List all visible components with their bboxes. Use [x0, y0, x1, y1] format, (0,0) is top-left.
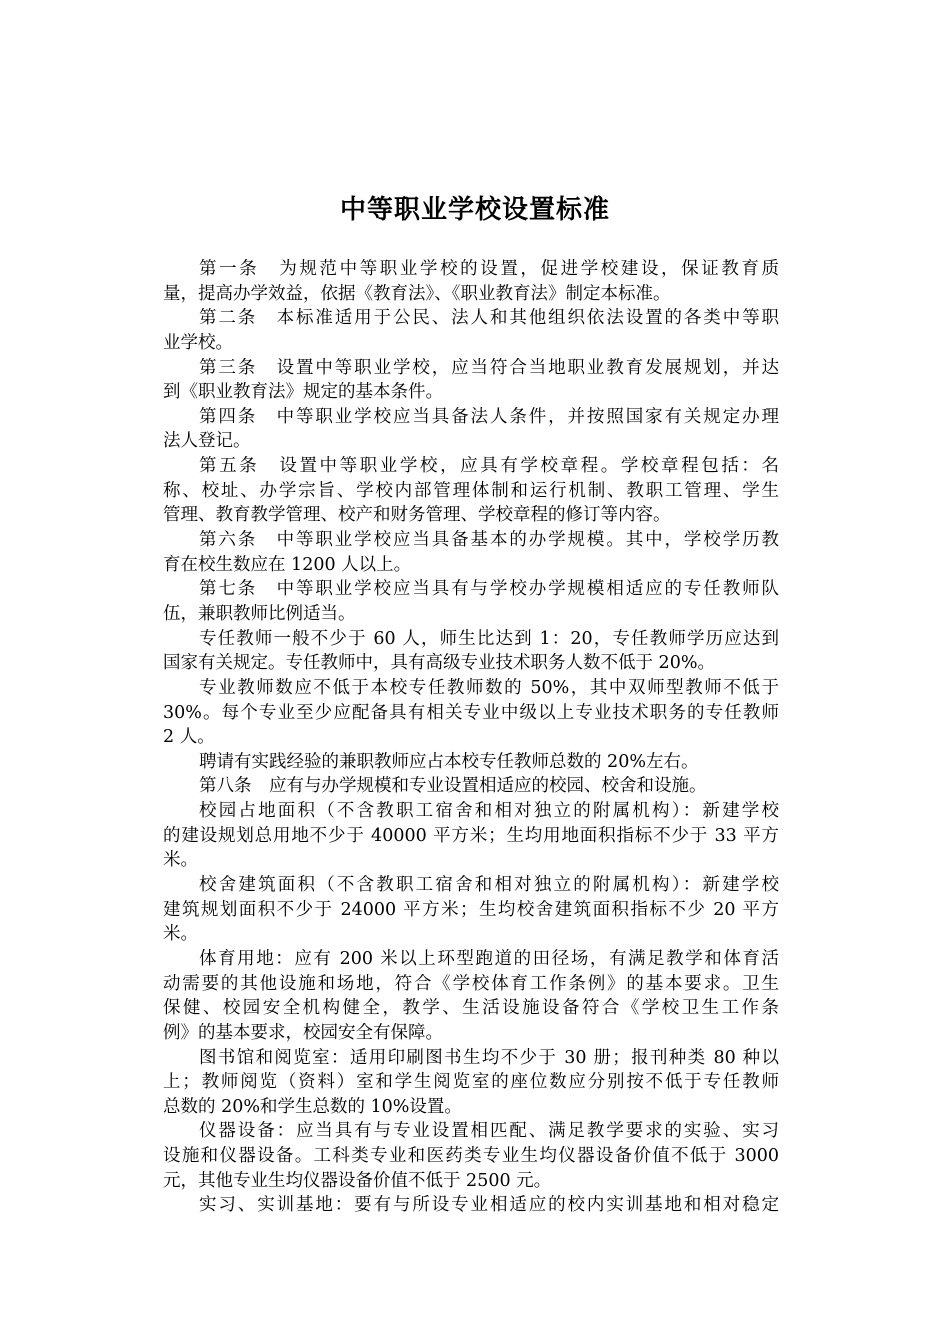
body-line: 的建设规划总用地不少于 40000 平方米；生均用地面积指标不少于 33 平方	[163, 825, 779, 846]
body-line: 仪器设备：应当具有与专业设置相匹配、满足教学要求的实验、实习	[199, 1121, 779, 1142]
body-line: 米。	[163, 850, 198, 871]
body-line: 到《职业教育法》规定的基本条件。	[163, 382, 443, 403]
body-line: 第五条 设置中等职业学校，应具有学校章程。学校章程包括：名	[199, 456, 779, 477]
body-line: 建筑规划面积不少于 24000 平方米；生均校舍建筑面积指标不少 20 平方	[163, 899, 779, 920]
body-line: 动需要的其他设施和场地，符合《学校体育工作条例》的基本要求。卫生	[163, 973, 779, 994]
body-line: 聘请有实践经验的兼职教师应占本校专任教师总数的 20%左右。	[199, 751, 699, 772]
body-line: 第一条 为规范中等职业学校的设置，促进学校建设，保证教育质	[199, 259, 779, 279]
body-line: 第六条 中等职业学校应当具备基本的办学规模。其中，学校学历教	[199, 530, 779, 551]
body-line: 图书馆和阅览室：适用印刷图书生均不少于 30 册；报刊种类 80 种以	[199, 1047, 779, 1068]
body-line: 法人登记。	[163, 431, 251, 452]
body-line: 总数的 20%和学生总数的 10%设置。	[163, 1096, 462, 1117]
body-line: 设施和仪器设备。工科类专业和医药类专业生均仪器设备价值不低于 3000	[163, 1146, 779, 1167]
body-line: 30%。每个专业至少应配备具有相关专业中级以上专业技术职务的专任教师	[163, 702, 779, 723]
body-line: 校舍建筑面积（不含教职工宿舍和相对独立的附属机构）：新建学校	[199, 875, 779, 896]
body-line: 上；教师阅览（资料）室和学生阅览室的座位数应分别按不低于专任教师	[163, 1072, 779, 1093]
document-title: 中等职业学校设置标准	[339, 195, 610, 225]
body-line: 第七条 中等职业学校应当具有与学校办学规模相适应的专任教师队	[199, 579, 779, 600]
body-line: 育在校生数应在 1200 人以上。	[163, 554, 412, 575]
body-line: 米。	[163, 924, 198, 945]
body-line: 元，其他专业生均仪器设备价值不低于 2500 元。	[163, 1170, 552, 1191]
body-line: 专任教师一般不少于 60 人，师生比达到 1：20，专任教师学历应达到	[199, 628, 779, 649]
body-line: 业学校。	[163, 332, 233, 353]
body-line: 称、校址、办学宗旨、学校内部管理体制和运行机制、教职工管理、学生	[163, 480, 779, 501]
body-line: 量，提高办学效益，依据《教育法》、《职业教育法》制定本标准。	[163, 283, 671, 304]
body-line: 管理、教育教学管理、校产和财务管理、学校章程的修订等内容。	[163, 505, 671, 526]
body-line: 第八条 应有与办学规模和专业设置相适应的校园、校舍和设施。	[199, 776, 707, 797]
body-line: 体育用地：应有 200 米以上环型跑道的田径场，有满足教学和体育活	[199, 948, 779, 969]
body-line: 2 人。	[163, 727, 215, 748]
body-line: 第三条 设置中等职业学校，应当符合当地职业教育发展规划，并达	[199, 357, 779, 378]
body-line: 保健、校园安全机构健全，教学、生活设施设备符合《学校卫生工作条	[163, 998, 779, 1019]
document-body	[163, 257, 779, 1218]
body-line: 例》的基本要求，校园安全有保障。	[163, 1022, 443, 1043]
body-line: 国家有关规定。专任教师中，具有高级专业技术职务人数不低于 20%。	[163, 653, 715, 674]
body-line: 校园占地面积（不含教职工宿舍和相对独立的附属机构）：新建学校	[199, 801, 779, 822]
body-line: 实习、实训基地：要有与所设专业相适应的校内实训基地和相对稳定	[199, 1195, 779, 1216]
body-line: 第二条 本标准适用于公民、法人和其他组织依法设置的各类中等职	[199, 308, 779, 329]
body-line: 伍，兼职教师比例适当。	[163, 603, 356, 624]
body-line: 第四条 中等职业学校应当具备法人条件，并按照国家有关规定办理	[199, 406, 779, 427]
body-line: 专业教师数应不低于本校专任教师数的 50%，其中双师型教师不低于	[199, 677, 779, 698]
